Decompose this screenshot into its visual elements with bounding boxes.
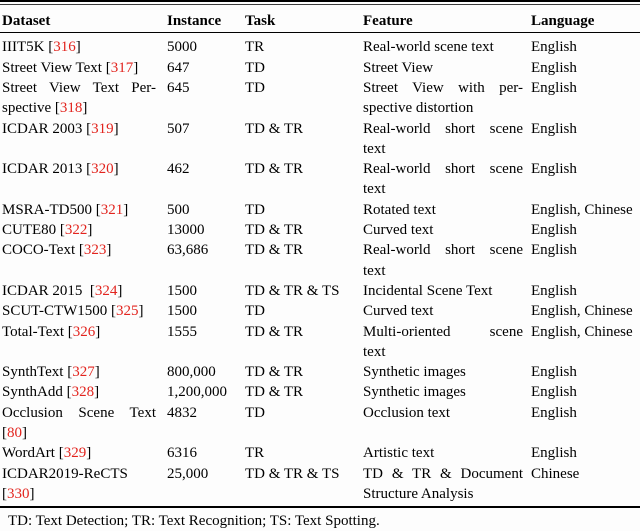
cell-line: English [531,404,577,421]
cell-line: TD & TR [245,364,304,381]
citation-link[interactable]: 320 [91,161,114,178]
citation-link[interactable]: 319 [91,120,114,137]
cell-language [529,443,638,463]
cell-instance [165,240,243,281]
cell-instance [165,58,243,78]
cell-line: English [531,282,577,299]
cell-line: text [363,140,386,157]
cell-line: 1500 [167,282,197,299]
cell-line: Rotated text [363,201,436,218]
cell-line: Occlusion Scene Text [2,404,156,421]
cell-dataset [0,403,165,444]
cell-feature [361,281,529,301]
cell-task [243,58,361,78]
cell-line: English, Chinese [531,323,633,340]
cell-line: 13000 [167,222,205,239]
citation-link[interactable]: 324 [94,282,118,299]
cell-feature [361,362,529,382]
cell-line: Real-world short scene [363,161,523,178]
cell-line: Multi-oriented scene [363,323,523,340]
table-row [0,301,640,321]
table-row [0,159,640,200]
cell-dataset [0,443,165,463]
cell-line: English [531,120,577,137]
cell-line: ICDAR 2003 [319] [2,120,119,137]
cell-instance [165,200,243,220]
cell-line: spective distortion [363,100,474,117]
table-row [0,403,640,444]
citation-link[interactable]: 322 [64,222,88,239]
cell-feature [361,78,529,119]
cell-dataset [0,58,165,78]
cell-feature [361,240,529,281]
cell-line: text [363,343,386,360]
cell-line: Curved text [363,222,434,239]
cell-line: TR [245,445,265,462]
cell-line: English [531,161,577,178]
table-row [0,382,640,402]
cell-line: Street View [363,59,434,76]
cell-task [243,78,361,119]
cell-line: TD & TR [245,161,304,178]
column-header-dataset: Dataset [2,12,51,29]
cell-line: WordArt [329] [2,445,92,462]
cell-language [529,37,638,57]
cell-line: SCUT-CTW1500 [325] [2,303,144,320]
cell-line: ICDAR 2015 [324] [2,282,123,299]
table-row [0,240,640,281]
cell-language [529,220,638,240]
table-footnote: TD: Text Detection; TR: Text Recognition; TS: Text Spotting. [8,513,380,530]
cell-line: Real-world short scene [363,242,523,259]
cell-line: 5000 [167,39,197,56]
cell-instance [165,464,243,505]
cell-line: English, Chinese [531,303,633,320]
cell-line: 462 [167,161,190,178]
cell-line: Curved text [363,303,434,320]
citation-link[interactable]: 327 [72,364,95,381]
cell-feature [361,301,529,321]
cell-language [529,281,638,301]
cell-instance [165,159,243,200]
cell-line: TD & TR [245,222,304,239]
cell-line: IIIT5K [316] [2,39,81,56]
cell-line: English [531,445,577,462]
cell-line: Synthetic images [363,364,466,381]
citation-link[interactable]: 80 [7,425,22,442]
column-header-feature: Feature [363,12,413,29]
cell-feature [361,382,529,402]
citation-link[interactable]: 318 [59,100,83,117]
cell-line: 1500 [167,303,197,320]
citation-link[interactable]: 316 [53,39,76,56]
cell-task [243,37,361,57]
cell-line: English [531,364,577,381]
cell-feature [361,220,529,240]
cell-line: 507 [167,120,190,137]
cell-line: 1,200,000 [167,384,227,401]
table-body [0,33,640,504]
cell-line: text [363,262,386,279]
cell-instance [165,322,243,363]
table-row [0,464,640,505]
cell-line: 645 [167,79,190,96]
cell-language [529,58,638,78]
cell-task [243,159,361,200]
cell-dataset [0,322,165,363]
column-header-instance: Instance [167,12,222,29]
cell-line: English [531,222,577,239]
cell-task [243,200,361,220]
cell-task [243,281,361,301]
table-row [0,281,640,301]
cell-dataset [0,220,165,240]
cell-instance [165,220,243,240]
cell-task [243,403,361,444]
cell-feature [361,200,529,220]
cell-feature [361,37,529,57]
cell-line: Real-world scene text [363,39,494,56]
cell-line: Chinese [531,465,580,482]
cell-line: TD & TR & TS [245,282,340,299]
table-row [0,119,640,160]
cell-task [243,382,361,402]
cell-dataset [0,78,165,119]
cell-line: ICDAR2019-ReCTS [2,465,128,482]
cell-line: Real-world short scene [363,120,523,137]
cell-line: TD [245,201,265,218]
cell-line: SynthText [327] [2,364,100,381]
cell-instance [165,443,243,463]
cell-language [529,301,638,321]
cell-line: English [531,59,577,76]
cell-line: TD & TR [245,323,304,340]
citation-link[interactable]: 330 [7,485,30,502]
cell-task [243,443,361,463]
table-row [0,37,640,57]
cell-line: TD & TR & Document [363,465,523,482]
column-header-language: Language [531,12,595,29]
citation-link[interactable]: 321 [100,201,124,218]
cell-line: TD & TR & TS [245,465,340,482]
cell-dataset [0,37,165,57]
cell-line: CUTE80 [322] [2,222,93,239]
cell-line: 1555 [167,323,197,340]
cell-task [243,464,361,505]
cell-dataset [0,200,165,220]
cell-dataset [0,240,165,281]
citation-link[interactable]: 326 [72,323,96,340]
cell-language [529,362,638,382]
cell-feature [361,119,529,160]
cell-line: 800,000 [167,364,216,381]
cell-instance [165,362,243,382]
cell-line: Incidental Scene Text [363,282,493,299]
cell-dataset [0,119,165,160]
cell-instance [165,382,243,402]
cell-line: MSRA-TD500 [321] [2,201,129,218]
cell-line: Structure Analysis [363,485,474,502]
cell-task [243,301,361,321]
cell-line: TR [245,39,265,56]
cell-dataset [0,301,165,321]
cell-line: Artistic text [363,445,435,462]
cell-feature [361,464,529,505]
cell-line: SynthAdd [328] [2,384,100,401]
cell-language [529,382,638,402]
cell-language [529,159,638,200]
cell-line: 6316 [167,445,197,462]
cell-line: TD [245,79,265,96]
cell-language [529,240,638,281]
cell-line: 4832 [167,404,197,421]
cell-line: 25,000 [167,465,209,482]
cell-dataset [0,159,165,200]
cell-dataset [0,464,165,505]
cell-language [529,200,638,220]
cell-language [529,322,638,363]
cell-line: 647 [167,59,190,76]
cell-line: 63,686 [167,242,209,259]
table-row [0,443,640,463]
cell-line: 500 [167,201,190,218]
cell-language [529,78,638,119]
cell-feature [361,443,529,463]
cell-line: TD & TR [245,384,304,401]
cell-task [243,119,361,160]
cell-line: Total-Text [326] [2,323,101,340]
cell-task [243,240,361,281]
cell-instance [165,37,243,57]
column-header-task: Task [245,12,276,29]
cell-line: TD [245,404,265,421]
cell-line: text [363,181,386,198]
cell-line: TD & TR [245,242,304,259]
citation-link[interactable]: 317 [110,59,134,76]
cell-instance [165,78,243,119]
citation-link[interactable]: 325 [116,303,139,320]
cell-feature [361,322,529,363]
cell-language [529,119,638,160]
cell-task [243,322,361,363]
citation-link[interactable]: 328 [71,384,95,401]
cell-line: English [531,39,577,56]
cell-line: spective [318] [2,100,88,117]
cell-line: English [531,384,577,401]
table-row [0,200,640,220]
cell-dataset [0,382,165,402]
table-row [0,220,640,240]
cell-line: COCO-Text [323] [2,242,112,259]
cell-line: [330] [2,485,35,502]
cell-line: Street View Text Per- [2,79,156,96]
cell-line: TD [245,59,265,76]
cell-language [529,464,638,505]
cell-line: Occlusion text [363,404,451,421]
cell-line: English [531,242,577,259]
table-header-row [0,5,640,33]
cell-line: TD & TR [245,120,304,137]
cell-line: ICDAR 2013 [320] [2,161,119,178]
cell-line: English [531,79,577,96]
cell-line: Street View Text [317] [2,59,139,76]
cell-line: TD [245,303,265,320]
cell-language [529,403,638,444]
cell-feature [361,58,529,78]
cell-feature [361,403,529,444]
table-row [0,362,640,382]
cell-instance [165,119,243,160]
cell-line: Street View with per- [363,79,523,96]
cell-line: English, Chinese [531,201,633,218]
cell-line: [80] [2,425,27,442]
cell-task [243,220,361,240]
citation-link[interactable]: 323 [83,242,107,259]
table-row [0,322,640,363]
cell-task [243,362,361,382]
cell-line: Synthetic images [363,384,466,401]
cell-instance [165,301,243,321]
table-row [0,58,640,78]
cell-dataset [0,362,165,382]
cell-instance [165,281,243,301]
cell-dataset [0,281,165,301]
cell-feature [361,159,529,200]
table-row [0,78,640,119]
cell-instance [165,403,243,444]
citation-link[interactable]: 329 [63,445,87,462]
